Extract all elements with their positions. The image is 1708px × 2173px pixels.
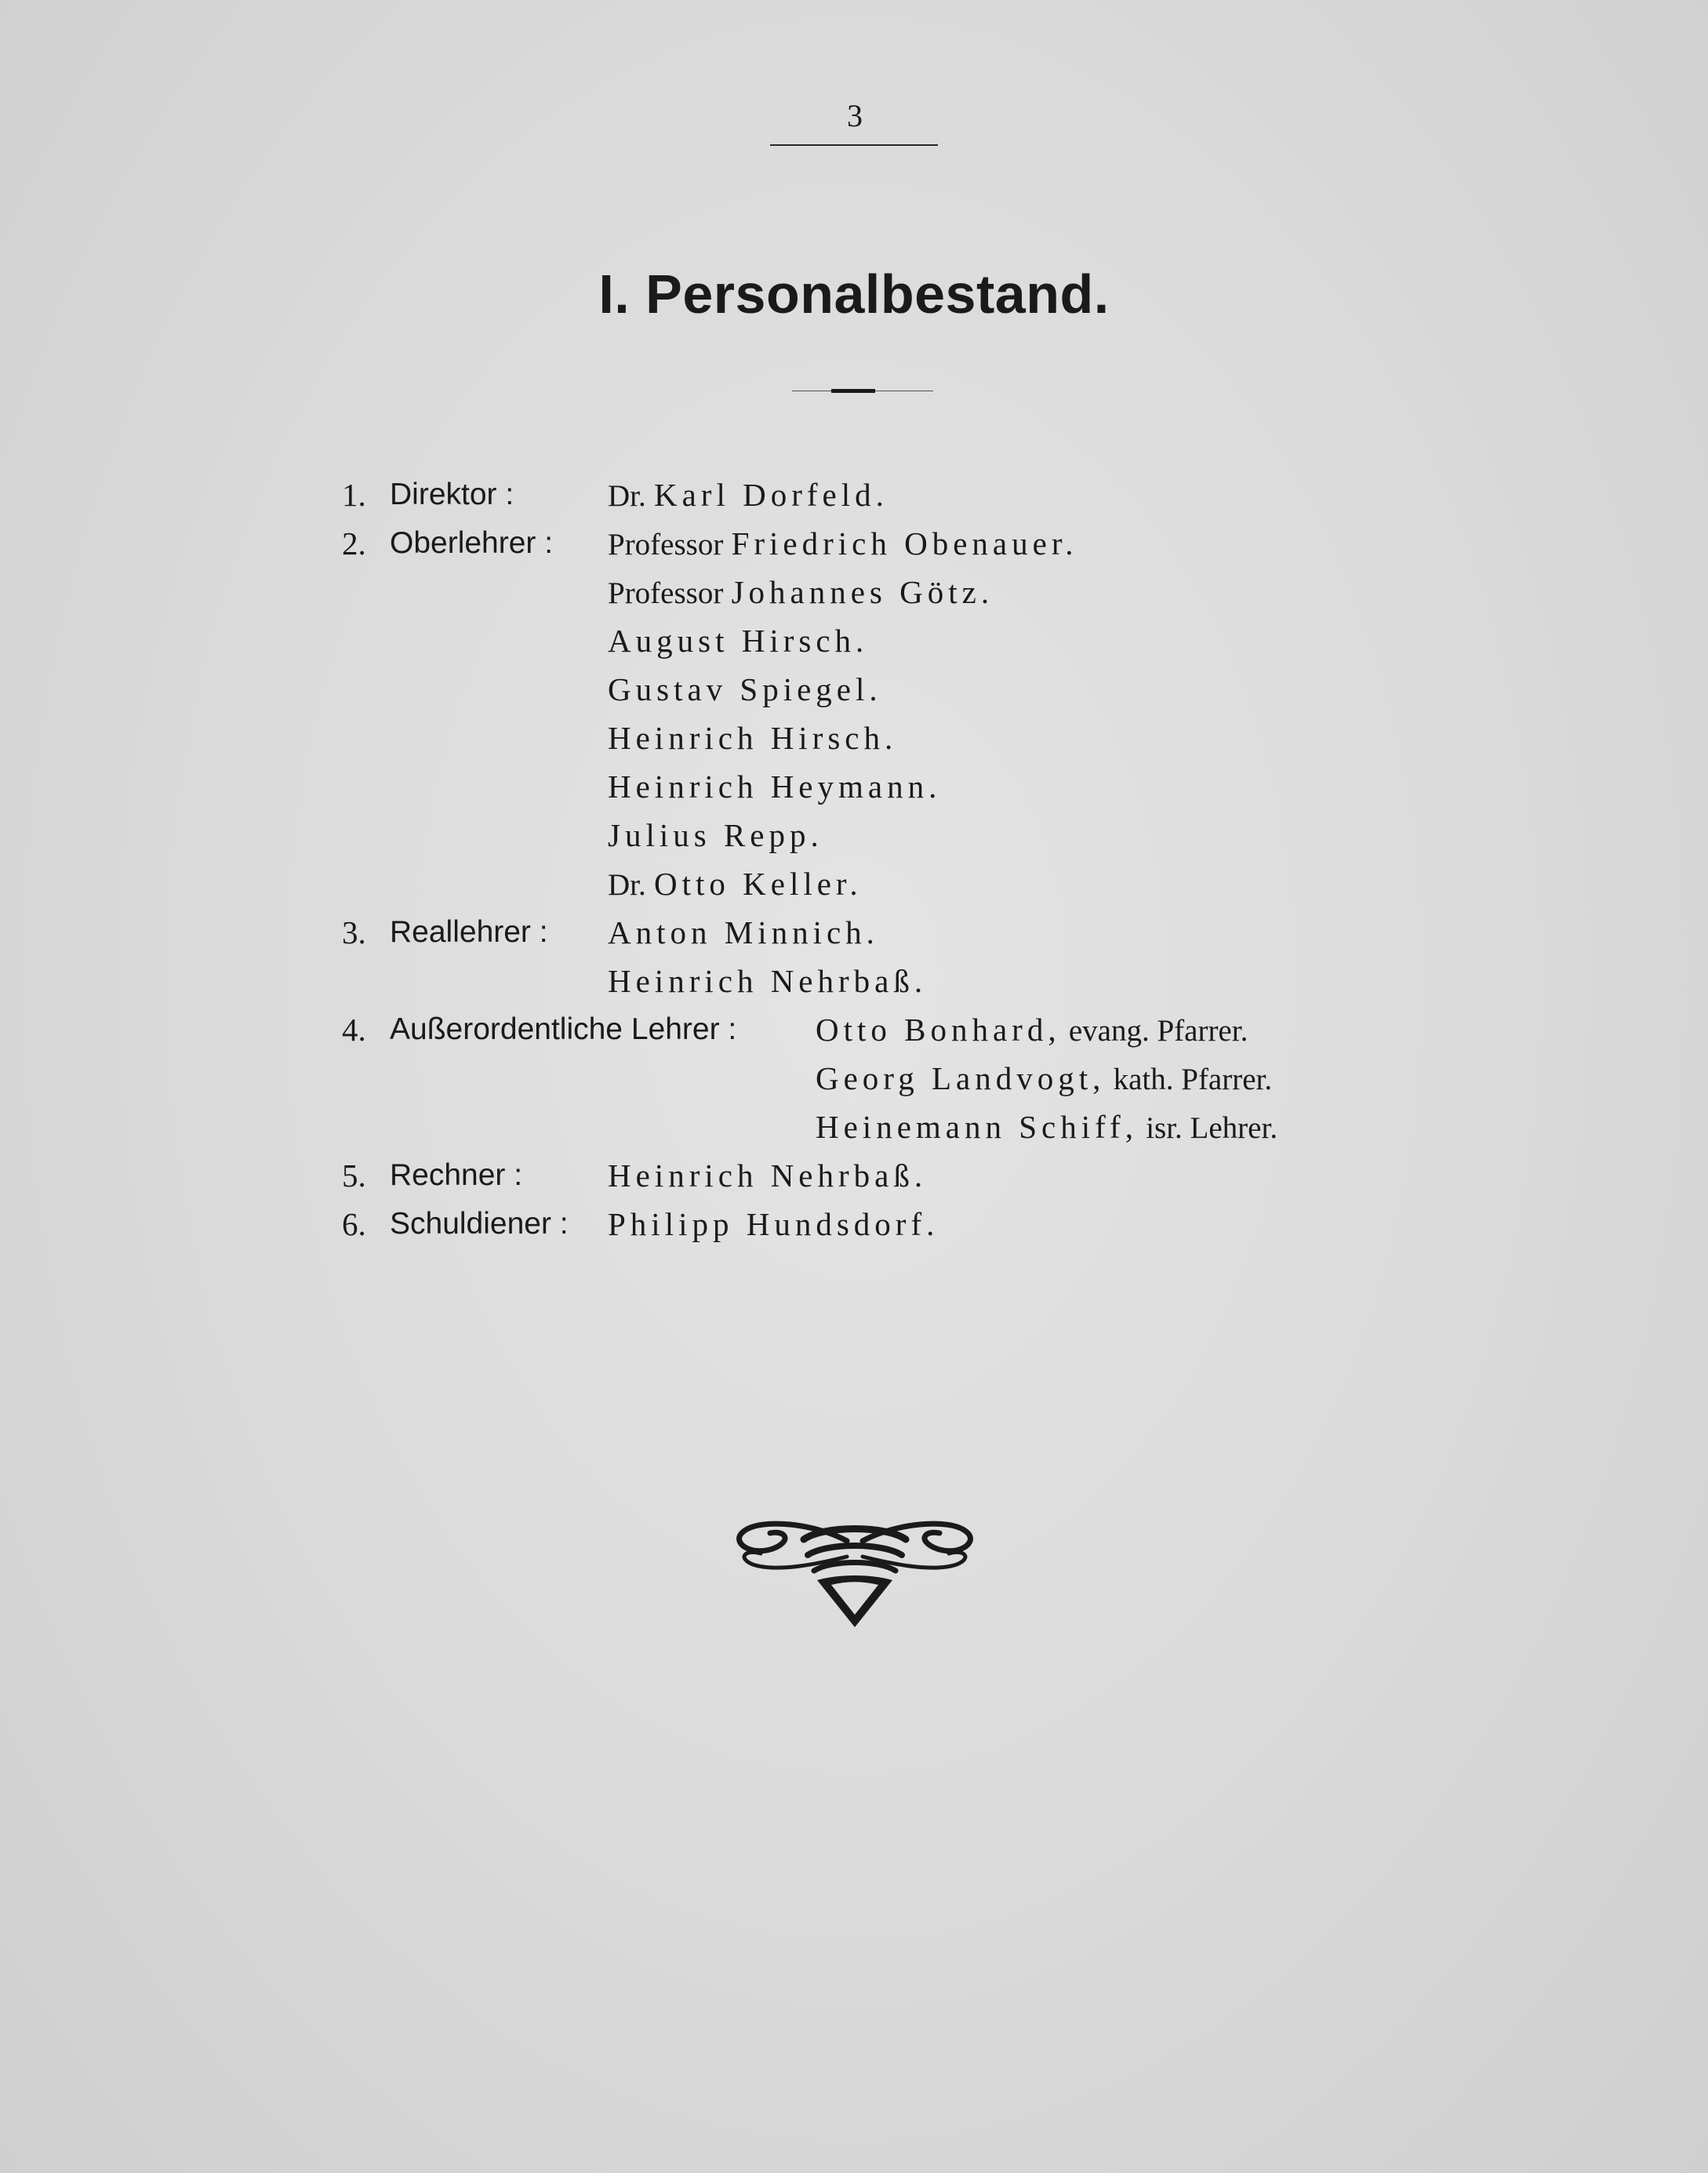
roster-name: Philipp Hundsdorf. [608,1206,939,1242]
roster-row [0,616,1708,665]
roster-suffix: evang. Pfarrer. [1068,1014,1248,1048]
roster-number: 4. [342,1012,366,1048]
roster-role: Reallehrer : [390,915,548,949]
roster-role: Oberlehrer : [390,526,554,560]
roster-name: Friedrich Obenauer. [731,525,1078,561]
roster-name: Karl Dorfeld. [654,477,889,513]
roster-role: Schuldiener : [390,1207,569,1241]
roster-entry [608,811,823,859]
roster-row [0,1200,1708,1248]
roster-entry [608,616,868,665]
roster-name: Heinrich Heymann. [608,769,942,805]
roster-name: Gustav Spiegel. [608,671,882,707]
roster-name: Johannes Götz. [731,574,994,610]
roster-row [0,957,1708,1005]
roster-row [0,519,1708,568]
roster-entry [608,908,879,957]
roster-row [0,665,1708,714]
roster-row [0,811,1708,859]
roster-name: Otto Keller. [654,866,863,902]
roster-name: Otto Bonhard, [816,1012,1061,1048]
roster-row [0,568,1708,616]
roster-entry [816,1005,1248,1056]
roster-title: Professor [608,528,724,561]
roster-number: 5. [342,1157,366,1194]
roster-name: Heinrich Nehrbaß. [608,963,928,999]
roster-number: 3. [342,914,366,950]
roster-row [0,762,1708,811]
roster-entry [608,859,863,910]
roster-entry [608,1200,939,1248]
roster-row [0,859,1708,908]
roster-title: Dr. [608,479,646,513]
roster-row [0,908,1708,957]
roster-name: Julius Repp. [608,817,823,853]
page-number: 3 [847,98,863,133]
roster-row [0,1005,1708,1054]
roster-entry [816,1103,1277,1153]
roster-entry [608,762,941,811]
roster-name: August Hirsch. [608,623,869,659]
roster-row [0,714,1708,762]
roster-title: Dr. [608,868,646,902]
roster-number: 6. [342,1206,366,1242]
roster-entry [608,471,889,521]
roster-entry [816,1054,1272,1104]
roster-entry [608,665,882,714]
roster-row [0,1103,1708,1151]
page-number-rule [770,144,938,146]
roster-entry [608,1151,927,1200]
roster-role: Rechner : [390,1158,523,1192]
roster-suffix: kath. Pfarrer. [1113,1063,1273,1096]
roster-suffix: isr. Lehrer. [1146,1111,1278,1145]
roster-name: Heinrich Hirsch. [608,720,898,756]
title-rule-thick [831,389,875,393]
art-nouveau-ornament-icon [729,1510,980,1635]
roster-title: Professor [608,576,724,610]
roster-entry [608,714,897,762]
roster-number: 2. [342,525,366,561]
roster-entry [608,957,927,1005]
roster-row [0,471,1708,519]
roster-name: Georg Landvogt, [816,1060,1106,1096]
roster-row [0,1054,1708,1103]
roster-entry [608,519,1077,569]
roster-name: Anton Minnich. [608,914,879,950]
section-title: I. Personalbestand. [598,263,1110,325]
roster-row [0,1151,1708,1200]
roster-role: Außerordentliche Lehrer : [390,1012,737,1046]
roster-number: 1. [342,477,366,513]
staff-roster [0,471,1708,1255]
roster-name: Heinemann Schiff, [816,1109,1138,1145]
roster-name: Heinrich Nehrbaß. [608,1157,928,1194]
roster-role: Direktor : [390,478,514,511]
roster-entry [608,568,994,618]
